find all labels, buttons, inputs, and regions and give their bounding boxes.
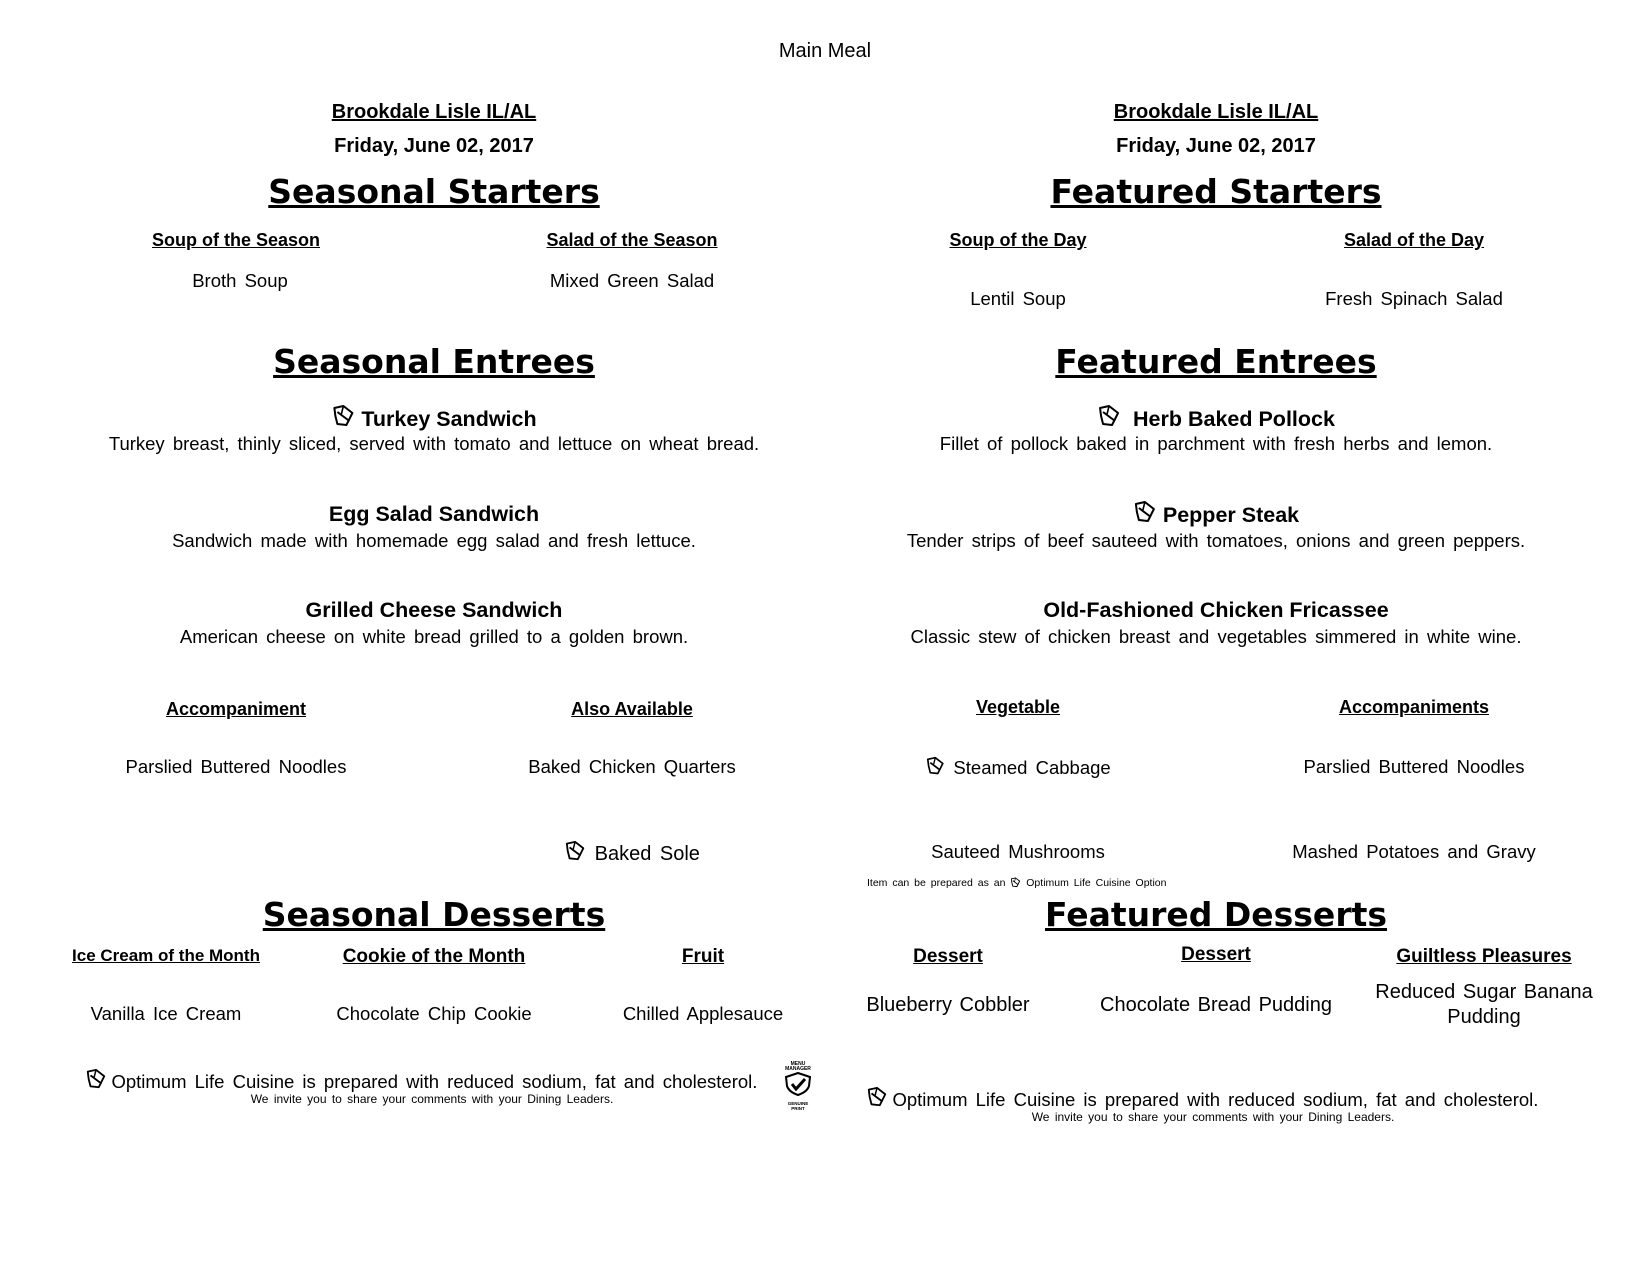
right-entrees-title: Featured Entrees — [1055, 342, 1377, 381]
right-vegetable-item-1: Steamed Cabbage — [925, 756, 1110, 779]
right-salad-value: Fresh Spinach Salad — [1325, 288, 1503, 309]
right-soup-value: Lentil Soup — [970, 288, 1066, 309]
left-accompaniment-value: Parslied Buttered Noodles — [125, 756, 347, 777]
olc-option-note: Item can be prepared as an Optimum Life Cuisine Option — [867, 877, 1167, 889]
olc-icon — [866, 1086, 888, 1108]
olc-icon — [1010, 877, 1021, 888]
left-entree-1-name: Turkey Sandwich — [331, 404, 536, 432]
right-dessert-2-value: Chocolate Bread Pudding — [1100, 994, 1332, 1016]
right-vegetable-item-2: Sauteed Mushrooms — [931, 841, 1105, 862]
right-dessert-1-value: Blueberry Cobbler — [866, 994, 1030, 1016]
right-entree-2-name: Pepper Steak — [1133, 500, 1299, 528]
left-entree-3-name: Grilled Cheese Sandwich — [305, 598, 563, 622]
right-guiltless-value-line-2: Pudding — [1447, 1006, 1521, 1028]
olc-icon — [85, 1068, 107, 1090]
left-salad-value: Mixed Green Salad — [549, 270, 715, 291]
left-ice-cream-label: Ice Cream of the Month — [72, 946, 260, 965]
olc-icon — [925, 756, 945, 776]
right-entree-1-desc: Fillet of pollock baked in parchment with fresh herbs and lemon. — [939, 433, 1493, 454]
left-soup-value: Broth Soup — [192, 270, 288, 291]
right-olc-note: Optimum Life Cuisine is prepared with reduced sodium, fat and cholesterol. — [866, 1086, 1538, 1111]
left-salad-label: Salad of the Season — [546, 230, 718, 250]
menu-manager-badge: MENU MANAGER GENUINE PRINT — [783, 1062, 813, 1106]
left-also-available-item-2: Baked Sole — [564, 840, 700, 866]
right-date: Friday, June 02, 2017 — [1116, 135, 1316, 157]
olc-icon — [331, 404, 355, 428]
olc-icon — [564, 840, 586, 862]
left-cookie-label: Cookie of the Month — [342, 946, 526, 967]
right-dessert-1-label: Dessert — [913, 946, 983, 967]
left-also-available-item-1: Baked Chicken Quarters — [528, 756, 736, 777]
right-location: Brookdale Lisle IL/AL — [1113, 101, 1319, 123]
right-comments-note: We invite you to share your comments with your Dining Leaders. — [1031, 1110, 1395, 1124]
right-guiltless-value-line-1: Reduced Sugar Banana — [1375, 981, 1593, 1003]
left-soup-label: Soup of the Season — [151, 230, 321, 250]
right-starters-title: Featured Starters — [1050, 172, 1382, 211]
olc-icon — [1133, 500, 1157, 524]
right-vegetable-label: Vegetable — [975, 697, 1061, 717]
left-location: Brookdale Lisle IL/AL — [331, 101, 537, 123]
left-also-available-label: Also Available — [571, 699, 693, 719]
right-accompaniment-item-2: Mashed Potatoes and Gravy — [1292, 841, 1536, 862]
left-ice-cream-value: Vanilla Ice Cream — [90, 1003, 242, 1024]
left-entree-2-name: Egg Salad Sandwich — [328, 502, 540, 526]
right-desserts-title: Featured Desserts — [1044, 895, 1388, 934]
left-accompaniment-label: Accompaniment — [165, 699, 307, 719]
right-accompaniment-item-1: Parslied Buttered Noodles — [1303, 756, 1525, 777]
left-desserts-title: Seasonal Desserts — [262, 895, 606, 934]
shield-check-icon — [783, 1072, 813, 1096]
right-entree-3-name: Old-Fashioned Chicken Fricassee — [1043, 598, 1389, 622]
left-fruit-label: Fruit — [681, 946, 725, 967]
right-accompaniments-label: Accompaniments — [1338, 697, 1490, 717]
right-entree-2-desc: Tender strips of beef sauteed with tomatoes, onions and green peppers. — [906, 530, 1526, 551]
right-entree-1-name: Herb Baked Pollock — [1097, 404, 1335, 432]
left-comments-note: We invite you to share your comments with your Dining Leaders. — [250, 1092, 614, 1106]
left-entree-3-desc: American cheese on white bread grilled to a golden brown. — [179, 626, 689, 647]
left-olc-note: Optimum Life Cuisine is prepared with reduced sodium, fat and cholesterol. — [85, 1068, 757, 1093]
right-salad-label: Salad of the Day — [1343, 230, 1485, 250]
left-entree-1-desc: Turkey breast, thinly sliced, served with tomato and lettuce on wheat bread. — [108, 433, 760, 454]
page-header-title: Main Meal — [778, 40, 872, 62]
left-starters-title: Seasonal Starters — [268, 172, 600, 211]
left-entrees-title: Seasonal Entrees — [273, 342, 595, 381]
right-dessert-2-label: Dessert — [1181, 944, 1251, 965]
right-entree-3-desc: Classic stew of chicken breast and vegetables simmered in white wine. — [910, 626, 1522, 647]
olc-icon — [1097, 404, 1121, 428]
left-fruit-value: Chilled Applesauce — [622, 1003, 784, 1024]
right-guiltless-label: Guiltless Pleasures — [1396, 946, 1572, 967]
right-soup-label: Soup of the Day — [949, 230, 1087, 250]
left-cookie-value: Chocolate Chip Cookie — [336, 1003, 532, 1024]
left-entree-2-desc: Sandwich made with homemade egg salad and fresh lettuce. — [172, 530, 696, 551]
left-date: Friday, June 02, 2017 — [334, 135, 534, 157]
